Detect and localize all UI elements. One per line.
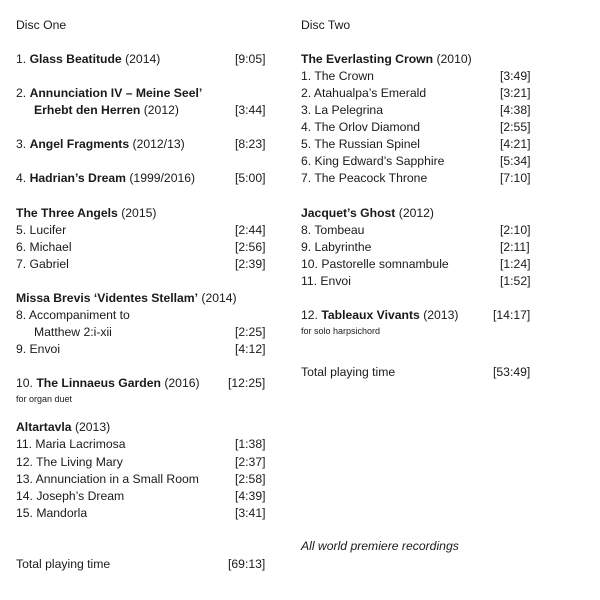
work-title: Altartavla — [16, 420, 72, 434]
duration: [4:21] — [500, 137, 531, 151]
work-year: (2012/13) — [132, 137, 185, 151]
track-hadrians-dream: 4. Hadrian’s Dream (1999/2016) — [16, 171, 196, 185]
instrumentation-note: for organ duet — [16, 394, 73, 404]
work-title: The Three Angels — [16, 206, 118, 220]
track-king-edwards-sapphire: 6. King Edward’s Sapphire — [301, 154, 445, 168]
work-title: Jacquet’s Ghost — [301, 206, 396, 220]
track-orlov-diamond: 4. The Orlov Diamond — [301, 120, 420, 134]
duration: [2:10] — [500, 223, 531, 237]
total-playing-time-label: Total playing time — [301, 365, 396, 379]
work-jacquets-ghost — [301, 206, 434, 221]
duration: [2:25] — [235, 325, 266, 339]
premiere-note: All world premiere recordings — [301, 539, 459, 553]
duration: [2:37] — [235, 455, 266, 469]
duration: [2:58] — [235, 472, 266, 486]
track-angel-fragments: 3. Angel Fragments (2012/13) — [16, 137, 185, 151]
duration: [4:39] — [235, 489, 266, 503]
track-accompaniment-cont: Matthew 2:i-xii — [34, 325, 112, 339]
track-annunciation-small-room: 13. Annunciation in a Small Room — [16, 472, 199, 486]
track-pastorelle-somnambule: 10. Pastorelle somnambule — [301, 257, 449, 271]
duration: [7:10] — [500, 171, 531, 185]
work-title-cont: Erhebt den Herren — [34, 103, 141, 117]
instrumentation-note: for solo harpsichord — [301, 326, 381, 336]
duration: [2:55] — [500, 120, 531, 134]
duration: [2:56] — [235, 240, 266, 254]
work-title: Tableaux Vivants — [321, 308, 420, 322]
track-linnaeus-garden: 10. The Linnaeus Garden (2016) — [16, 376, 200, 390]
work-title: Hadrian’s Dream — [29, 171, 126, 185]
track-tableaux-vivants: 12. Tableaux Vivants (2013) — [301, 308, 459, 322]
work-title: The Everlasting Crown — [301, 52, 434, 66]
total-playing-time: [69:13] — [228, 557, 266, 571]
track-peacock-throne: 7. The Peacock Throne — [301, 171, 428, 185]
track-gabriel: 7. Gabriel — [16, 257, 69, 271]
work-title: Glass Beatitude — [29, 52, 122, 66]
work-everlasting-crown — [301, 52, 472, 67]
work-year: (2016) — [164, 376, 200, 390]
disc-one-heading: Disc One — [16, 18, 67, 32]
track-envoi: 9. Envoi — [16, 342, 61, 356]
work-title: Annunciation IV – Meine Seel’ — [29, 86, 203, 100]
duration: [5:00] — [235, 171, 266, 185]
track-glass-beatitude: 1. Glass Beatitude (2014) — [16, 52, 161, 66]
track-michael: 6. Michael — [16, 240, 72, 254]
track-annunciation-iv: 2. Annunciation IV – Meine Seel’ — [16, 86, 203, 100]
track-mandorla: 15. Mandorla — [16, 506, 88, 520]
track-labyrinthe: 9. Labyrinthe — [301, 240, 372, 254]
track-lucifer: 5. Lucifer — [16, 223, 67, 237]
work-title: Missa Brevis ‘Videntes Stellam’ — [16, 291, 198, 305]
track-tombeau: 8. Tombeau — [301, 223, 365, 237]
duration: [3:41] — [235, 506, 266, 520]
work-year: (2015) — [121, 206, 157, 220]
duration: [5:34] — [500, 154, 531, 168]
work-title: Angel Fragments — [29, 137, 130, 151]
duration: [3:49] — [500, 69, 531, 83]
track-living-mary: 12. The Living Mary — [16, 455, 123, 469]
work-year: (2012) — [398, 206, 434, 220]
duration: [3:21] — [500, 86, 531, 100]
duration: [3:44] — [235, 103, 266, 117]
work-year: (2014) — [201, 291, 237, 305]
duration: [9:05] — [235, 52, 266, 66]
track-envoi-2: 11. Envoi — [301, 274, 351, 288]
work-missa-brevis — [16, 291, 237, 306]
total-playing-time: [53:49] — [493, 365, 531, 379]
duration: [4:38] — [500, 103, 531, 117]
duration: [14:17] — [493, 308, 531, 322]
track-accompaniment: 8. Accompaniment to — [16, 308, 130, 322]
disc-two-heading: Disc Two — [301, 18, 351, 32]
duration: [1:52] — [500, 274, 531, 288]
duration: [1:38] — [235, 437, 266, 451]
total-playing-time-label: Total playing time — [16, 557, 111, 571]
duration: [2:11] — [500, 240, 530, 254]
duration: [1:24] — [500, 257, 531, 271]
work-year: (2012) — [143, 103, 179, 117]
track-maria-lacrimosa: 11. Maria Lacrimosa — [16, 437, 126, 451]
track-la-pelegrina: 3. La Pelegrina — [301, 103, 383, 117]
work-title: The Linnaeus Garden — [36, 376, 161, 390]
work-year: (2013) — [423, 308, 459, 322]
duration: [12:25] — [228, 376, 266, 390]
track-the-crown: 1. The Crown — [301, 69, 374, 83]
work-year: (2010) — [436, 52, 472, 66]
duration: [4:12] — [235, 342, 266, 356]
work-three-angels — [16, 206, 156, 221]
work-year: (1999/2016) — [129, 171, 196, 185]
duration: [2:44] — [235, 223, 266, 237]
track-annunciation-iv-cont — [34, 103, 179, 118]
track-russian-spinel: 5. The Russian Spinel — [301, 137, 421, 151]
track-atahualpas-emerald: 2. Atahualpa’s Emerald — [301, 86, 427, 100]
work-altartavla — [16, 420, 110, 435]
track-josephs-dream: 14. Joseph’s Dream — [16, 489, 125, 503]
work-year: (2014) — [125, 52, 161, 66]
work-year: (2013) — [74, 420, 111, 434]
duration: [2:39] — [235, 257, 266, 271]
duration: [8:23] — [235, 137, 266, 151]
